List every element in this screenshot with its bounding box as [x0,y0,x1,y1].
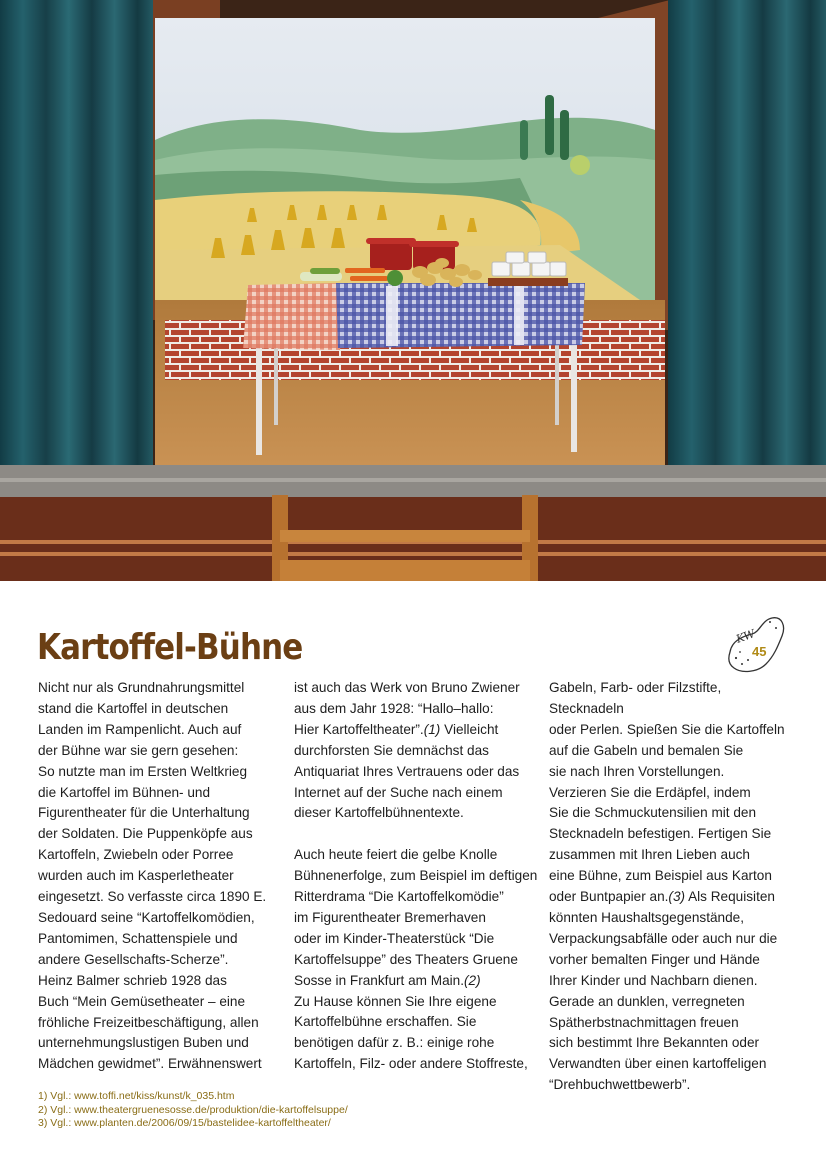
stage-photo [0,0,826,581]
text-line: oder Perlen. Spießen Sie die Kartoffeln [549,721,785,737]
text-line: Internet auf der Suche nach einem [294,784,503,800]
text-fragment: Als Requisiten [685,889,775,905]
footnote-2: 2) Vgl.: www.theatergruenesosse.de/produktion/die-kartoffelsuppe/ [38,1103,348,1116]
text-line: Antiquariat Ihres Vertrauens oder das [294,763,520,779]
text-line: Kartoffeln, Zwiebeln oder Porree [38,847,234,863]
text-line: Verpackungsabfälle oder auch nur die [549,930,778,946]
text-line: vorher bemalten Finger und Hände [549,951,760,967]
text-line: Landen im Rampenlicht. Auch auf [38,721,242,737]
page-number: 45 [752,644,767,659]
footnote-ref-3: (3) [668,889,686,905]
text-fragment: Sosse in Frankfurt am Main. [294,972,464,988]
text-line: Verzieren Sie die Erdäpfel, indem [549,784,751,800]
text-line: sie nach Ihren Vorstellungen. [549,763,725,779]
text-line: dieser Kartoffelbühnentexte. [294,805,464,821]
text-line: Heinz Balmer schrieb 1928 das [38,972,227,988]
text-line: unternehmungslustigen Buben und [38,1035,249,1051]
text-line: Kartoffeln, Filz- oder andere Stoffreste, [294,1056,528,1072]
text-line: Stecknadeln befestigen. Fertigen Sie [549,826,772,842]
text-fragment: Hier Kartoffeltheater”. [294,721,424,737]
text-line: Ritterdrama “Die Kartoffelkomödie” [294,889,504,905]
text-line: auf die Gabeln und bemalen Sie [549,742,744,758]
text-line: So nutzte man im Ersten Weltkrieg [38,763,248,779]
text-fragment: oder Buntpapier an. [549,889,669,905]
text-line: zusammen mit Ihren Lieben auch [549,847,750,863]
text-line: sich bestimmt Ihre Bekannten oder [549,1035,760,1051]
text-line: der Soldaten. Die Puppenköpfe aus [38,826,253,842]
column-1 [38,678,270,1075]
text-line: der Bühne war sie gern gesehen: [38,742,239,758]
text-line: durchforsten Sie demnächst das [294,742,489,758]
footnotes [38,1090,348,1131]
text-line: Gerade an dunklen, verregneten [549,993,745,1009]
footnote-ref-1: (1) [423,721,441,737]
text-fragment: Vielleicht [440,721,499,737]
text-line: Kartoffelsuppe” des Theaters Gruene [294,951,518,967]
column-3 [549,678,799,1096]
text-line: “Drehbuchwettbewerb”. [549,1077,691,1093]
text-line [549,887,799,908]
column-2 [294,678,538,1075]
text-line: Zu Hause können Sie Ihre eigene [294,993,497,1009]
text-line: Spätherbstnachmittagen freuen [549,1014,739,1030]
badge-initials: KW [734,627,757,646]
page-title: Kartoffel-Bühne [37,627,303,668]
text-line: Buch “Mein Gemüsetheater – eine [38,993,246,1009]
text-line: könnten Haushaltsgegenstände, [549,909,744,925]
text-line [294,971,538,992]
text-line: Kartoffelbühne erschaffen. Sie [294,1014,477,1030]
page-number-badge [722,612,788,678]
text-line: die Kartoffel im Bühnen- und [38,784,211,800]
text-line: im Figurentheater Bremerhaven [294,909,486,925]
text-line: Sie die Schmuckutensilien mit den [549,805,757,821]
text-line: Ihrer Kinder und Nachbarn dienen. [549,972,758,988]
text-line: Mädchen gewidmet”. Erwähnenswert [38,1056,262,1072]
text-line: Nicht nur als Grundnahrungsmittel [38,680,245,695]
text-line: Verwandten über einen kartoffeligen [549,1056,767,1072]
text-line: Bühnenerfolge, zum Beispiel im deftigen [294,868,538,884]
text-line: stand die Kartoffel in deutschen [38,700,229,716]
text-line: benötigen dafür z. B.: einige rohe [294,1035,495,1051]
text-line: fröhliche Freizeitbeschäftigung, allen [38,1014,259,1030]
footnote-ref-2: (2) [463,972,481,988]
text-line [294,720,538,741]
text-line: Sedouard seine “Kartoffelkomödien, [38,909,255,925]
text-line: oder im Kinder-Theaterstück “Die [294,930,495,946]
text-line: eingesetzt. So verfasste circa 1890 E. [38,889,267,905]
text-line: eine Bühne, zum Beispiel aus Karton [549,868,772,884]
text-line: Gabeln, Farb- oder Filzstifte, Stecknadeln [549,680,722,716]
text-line: ist auch das Werk von Bruno Zwiener [294,680,520,695]
footnote-1: 1) Vgl.: www.toffi.net/kiss/kunst/k_035.htm [38,1090,235,1102]
text-line: Pantomimen, Schattenspiele und [38,930,238,946]
text-line: Figurentheater für die Unterhaltung [38,805,250,821]
text-line: aus dem Jahr 1928: “Hallo–hallo: [294,700,494,716]
text-line: andere Gesellschafts-Scherze”. [38,951,229,967]
footnote-3: 3) Vgl.: www.planten.de/2006/09/15/bastelidee-kartoffeltheater/ [38,1117,331,1129]
text-line: Auch heute feiert die gelbe Knolle [294,847,498,863]
text-line: wurden auch im Kasperletheater [38,868,234,884]
